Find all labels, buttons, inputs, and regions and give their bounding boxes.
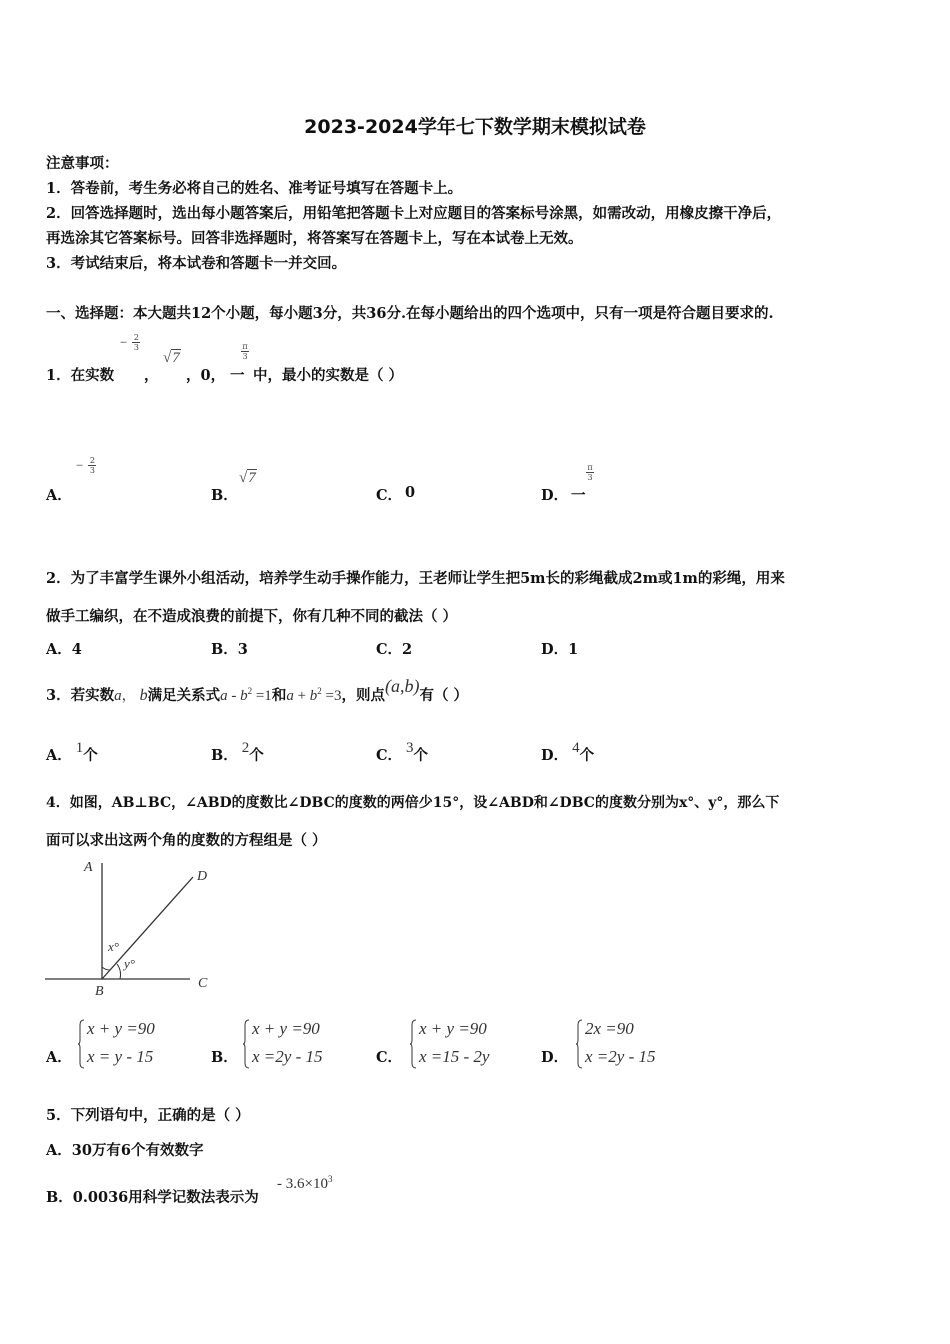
q1-option-b-sqrt: √7 bbox=[239, 470, 256, 486]
angle-arc-y bbox=[117, 964, 121, 979]
q4-option-d-label: D． bbox=[541, 1049, 569, 1066]
q3-option-a: A． 1个 bbox=[46, 740, 98, 764]
angle-arc-x bbox=[102, 967, 110, 970]
q1-option-a-fraction: − $\frac{2}{3}$ bbox=[76, 456, 95, 475]
q4-option-a-label: A． bbox=[46, 1049, 72, 1066]
separator: ， bbox=[144, 367, 159, 384]
q1-stem-prefix: 1．在实数 bbox=[46, 367, 115, 384]
q1-stem-mid: ，0， bbox=[186, 367, 226, 384]
label-a: A bbox=[84, 860, 93, 875]
q5-option-b: B．0.0036用科学记数法表示为 bbox=[46, 1189, 259, 1206]
line-bd bbox=[102, 877, 193, 979]
q5-stem: 5．下列语句中，正确的是（ ） bbox=[46, 1107, 250, 1124]
q2-option-a: A．4 bbox=[46, 641, 82, 658]
q4-option-c-system: x + y =90 x =15 - 2y bbox=[410, 1019, 520, 1073]
notice-item: 2．回答选择题时，选出每小题答案后，用铅笔把答题卡上对应题目的答案标号涂黑，如需改动，用橡皮擦干净后， bbox=[46, 205, 782, 222]
q4-angle-figure bbox=[40, 855, 220, 1000]
q1-option-a-label: A． bbox=[46, 487, 72, 504]
q4-option-a-system: x + y =90 x = y - 15 bbox=[78, 1019, 178, 1073]
q1-stem-suffix: 中，最小的实数是（ ） bbox=[253, 367, 404, 384]
q2-stem-line1: 2．为了丰富学生课外小组活动，培养学生动手操作能力，王老师让学生把5m长的彩绳截成2m或1m的彩绳，用来 bbox=[46, 570, 785, 587]
q1-sqrt-seven: √7 bbox=[163, 350, 180, 366]
q2-option-d: D．1 bbox=[541, 641, 579, 658]
section-heading: 一、选择题：本大题共12个小题，每小题3分，共36分.在每小题给出的四个选项中，只有一项是符合题目要求的. bbox=[46, 305, 774, 322]
q4-option-c-label: C． bbox=[376, 1049, 403, 1066]
q4-option-b-system: x + y =90 x =2y - 15 bbox=[243, 1019, 353, 1073]
q4-option-b-label: B． bbox=[211, 1049, 238, 1066]
q1-fraction-pi-thirds: $\frac{\pi}{3}$ bbox=[242, 342, 248, 361]
q5-option-a: A．30万有6个有效数字 bbox=[46, 1142, 204, 1159]
q4-option-d-system: 2x =90 x =2y - 15 bbox=[576, 1019, 686, 1073]
q1-dash: 一 bbox=[230, 367, 245, 384]
q3-stem-1: 3．若实数a， b满足关系式$a - b^2 =1$和$a + b^2 =3$，则点(a,b)有（ ） bbox=[46, 676, 469, 704]
q3-option-c: C． 3个 bbox=[376, 740, 429, 764]
q4-stem-line2: 面可以求出这两个角的度数的方程组是（ ） bbox=[46, 832, 327, 849]
q1-option-d-dash: 一 bbox=[571, 487, 586, 504]
q1-option-c-label: C． bbox=[376, 487, 403, 504]
q1-fraction-neg-two-thirds: − $\frac{2}{3}$ bbox=[120, 333, 139, 352]
label-d: D bbox=[197, 869, 208, 884]
notice-item: 再选涂其它答案标号。回答非选择题时，将答案写在答题卡上，写在本试卷上无效。 bbox=[46, 230, 583, 247]
q2-stem-line2: 做手工编织，在不造成浪费的前提下，你有几种不同的截法（ ） bbox=[46, 608, 458, 625]
q5-option-b-value: - $3.6\times 10^3$ bbox=[277, 1174, 333, 1192]
q1-option-d-label: D． bbox=[541, 487, 569, 504]
q3-option-b: B． 2个 bbox=[211, 740, 264, 764]
page-title: 2023-2024学年七下数学期末模拟试卷 bbox=[304, 116, 646, 138]
notice-item: 3．考试结束后，将本试卷和答题卡一并交回。 bbox=[46, 255, 347, 272]
q2-option-c: C．2 bbox=[376, 641, 413, 658]
q1-option-d-fraction: $\frac{\pi}{3}$ bbox=[587, 463, 593, 482]
notice-heading: 注意事项： bbox=[46, 155, 119, 172]
label-c: C bbox=[198, 976, 208, 991]
q1-option-c-value: 0 bbox=[405, 484, 416, 501]
label-b: B bbox=[95, 984, 104, 999]
label-y: y° bbox=[124, 956, 135, 971]
q1-option-b-label: B． bbox=[211, 487, 238, 504]
q3-option-d: D． 4个 bbox=[541, 740, 595, 764]
notice-item: 1．答卷前，考生务必将自己的姓名、准考证号填写在答题卡上。 bbox=[46, 180, 463, 197]
label-x: x° bbox=[108, 939, 119, 954]
q4-stem-line1: 4．如图，AB⊥BC，∠ABD的度数比∠DBC的度数的两倍少15°，设∠ABD和∠DBC的度数分别为x°、y°，那么下 bbox=[46, 795, 780, 811]
q2-option-b: B．3 bbox=[211, 641, 248, 658]
